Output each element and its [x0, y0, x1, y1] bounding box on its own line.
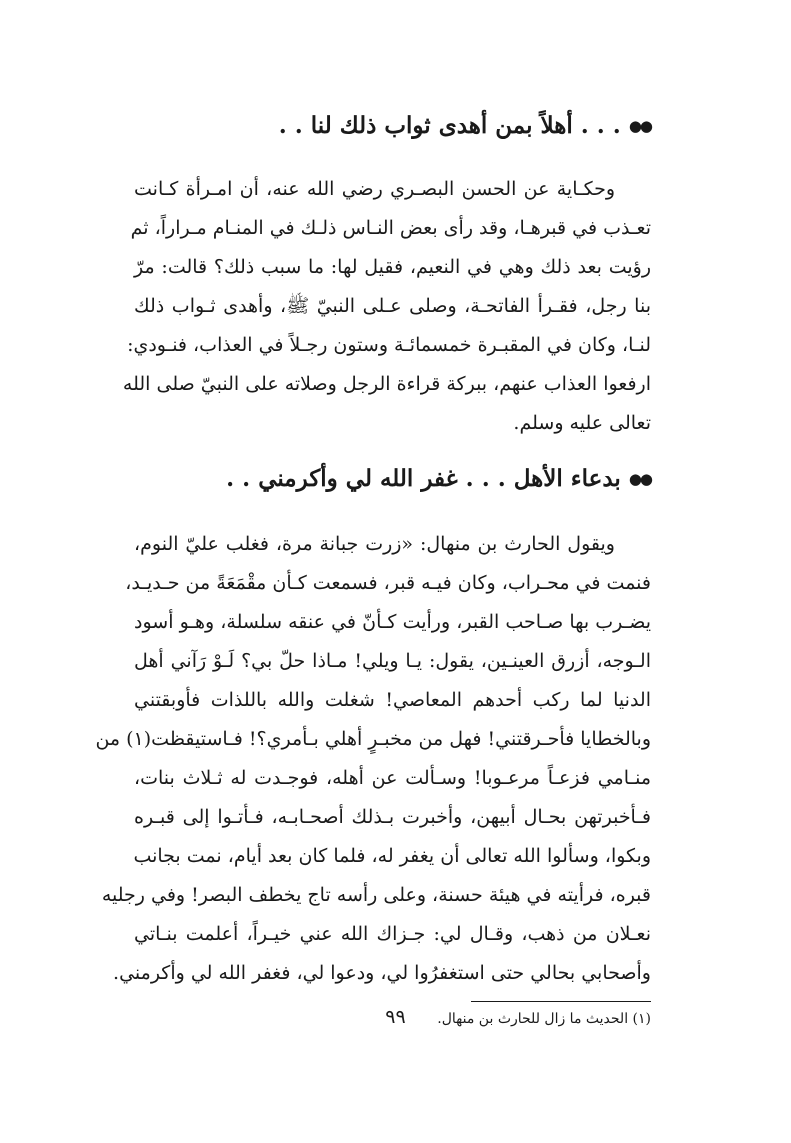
- bullet-marker-icon: ●●: [628, 470, 651, 488]
- paragraph-line: فنمت في محـراب، وكان فيـه قبر، فسمعت كـأن مقْمَعَةً من حـديـد،: [125, 572, 651, 594]
- page-content: [95, 104, 651, 1032]
- paragraph-line: منـامي فزعـاً مرعـوبا! وسـألت عن أهله، فوجـدت له ثـلاث بنات،: [134, 767, 651, 789]
- paragraph-line: يضـرب بها صـاحب القبر، ورأيت كـأنّ في عنقه سلسلة، وهـو أسود: [134, 611, 651, 633]
- paragraph-line: ويقول الحارث بن منهال: «زرت جبانة مرة، فغلب عليّ النوم،: [134, 533, 615, 555]
- paragraph-line: رؤيت بعد ذلك وهي في النعيم، فقيل لها: ما سبب ذلك؟ قالت: مرّ: [134, 256, 651, 278]
- footnote: (١) الحديث ما زال للحارث بن منهال.: [437, 1011, 651, 1027]
- paragraph-line: الـوجه، أزرق العينـين، يقول: يـا ويلي! مـاذا حلّ بي؟ لَـوْ رَآني أهل: [134, 650, 651, 672]
- footnote-divider: [471, 1001, 651, 1002]
- paragraph-line: فـأخبرتهن بحـال أبيهن، وأخبرت بـذلك أصحـابـه، فـأتـوا إلى قبـره: [134, 806, 651, 828]
- paragraph-line: وأصحابي بحالي حتى استغفرُوا لي، ودعوا لي، فغفر الله لي وأكرمني.: [113, 962, 651, 984]
- paragraph-line: لنـا، وكان في المقبـرة خمسمائـة وستون رجـلاً في العذاب، فنـودي:: [127, 334, 651, 356]
- section-heading-text: بدعاء الأهل . . . غفر الله لي وأكرمني . .: [226, 465, 621, 492]
- paragraph-line: وحكـاية عن الحسن البصـري رضي الله عنه، أن امـرأة كـانت: [134, 178, 615, 200]
- paragraph-2: [95, 525, 651, 993]
- section-heading-text: . . . أهلاً بمن أهدى ثواب ذلك لنا . .: [278, 112, 621, 139]
- paragraph-line: الدنيا لما ركب أحدهم المعاصي! شغلت والله باللذات فأوبقتني: [134, 689, 651, 711]
- paragraph-line: وبالخطايا فأحـرقتني! فهل من مخبـرٍ أهلي بـأمري؟! فـاستيقظت(١) من: [95, 728, 651, 750]
- paragraph-line: ارفعوا العذاب عنهم، ببركة قراءة الرجل وصلاته على النبيّ صلى الله: [122, 373, 651, 395]
- paragraph-line: قبره، فرأيته في هيئة حسنة، وعلى رأسه تاج يخطف البصر! وفي رجليه: [101, 884, 651, 906]
- paragraph-1: [122, 170, 651, 443]
- paragraph-line: بنا رجل، فقـرأ الفاتحـة، وصلى عـلى النبيّ ﷺ، وأهدى ثـواب ذلك: [134, 295, 651, 317]
- paragraph-line: تعالى عليه وسلم.: [513, 412, 651, 434]
- section-heading-2: [134, 457, 651, 501]
- bullet-marker-icon: ●●: [628, 117, 651, 135]
- paragraph-line: نعـلان من ذهب، وقـال لي: جـزاك الله عني خيـراً، أعلمت بنـاتي: [134, 923, 651, 945]
- paragraph-line: وبكوا، وسألوا الله تعالى أن يغفر له، فلما كان بعد أيام، نمت بجانب: [133, 845, 651, 867]
- page-number: ٩٩: [385, 1006, 406, 1028]
- paragraph-line: تعـذب في قبرهـا، وقد رأى بعض النـاس ذلـك في المنـام مـراراً، ثم: [130, 217, 651, 239]
- section-heading-1: [134, 104, 651, 148]
